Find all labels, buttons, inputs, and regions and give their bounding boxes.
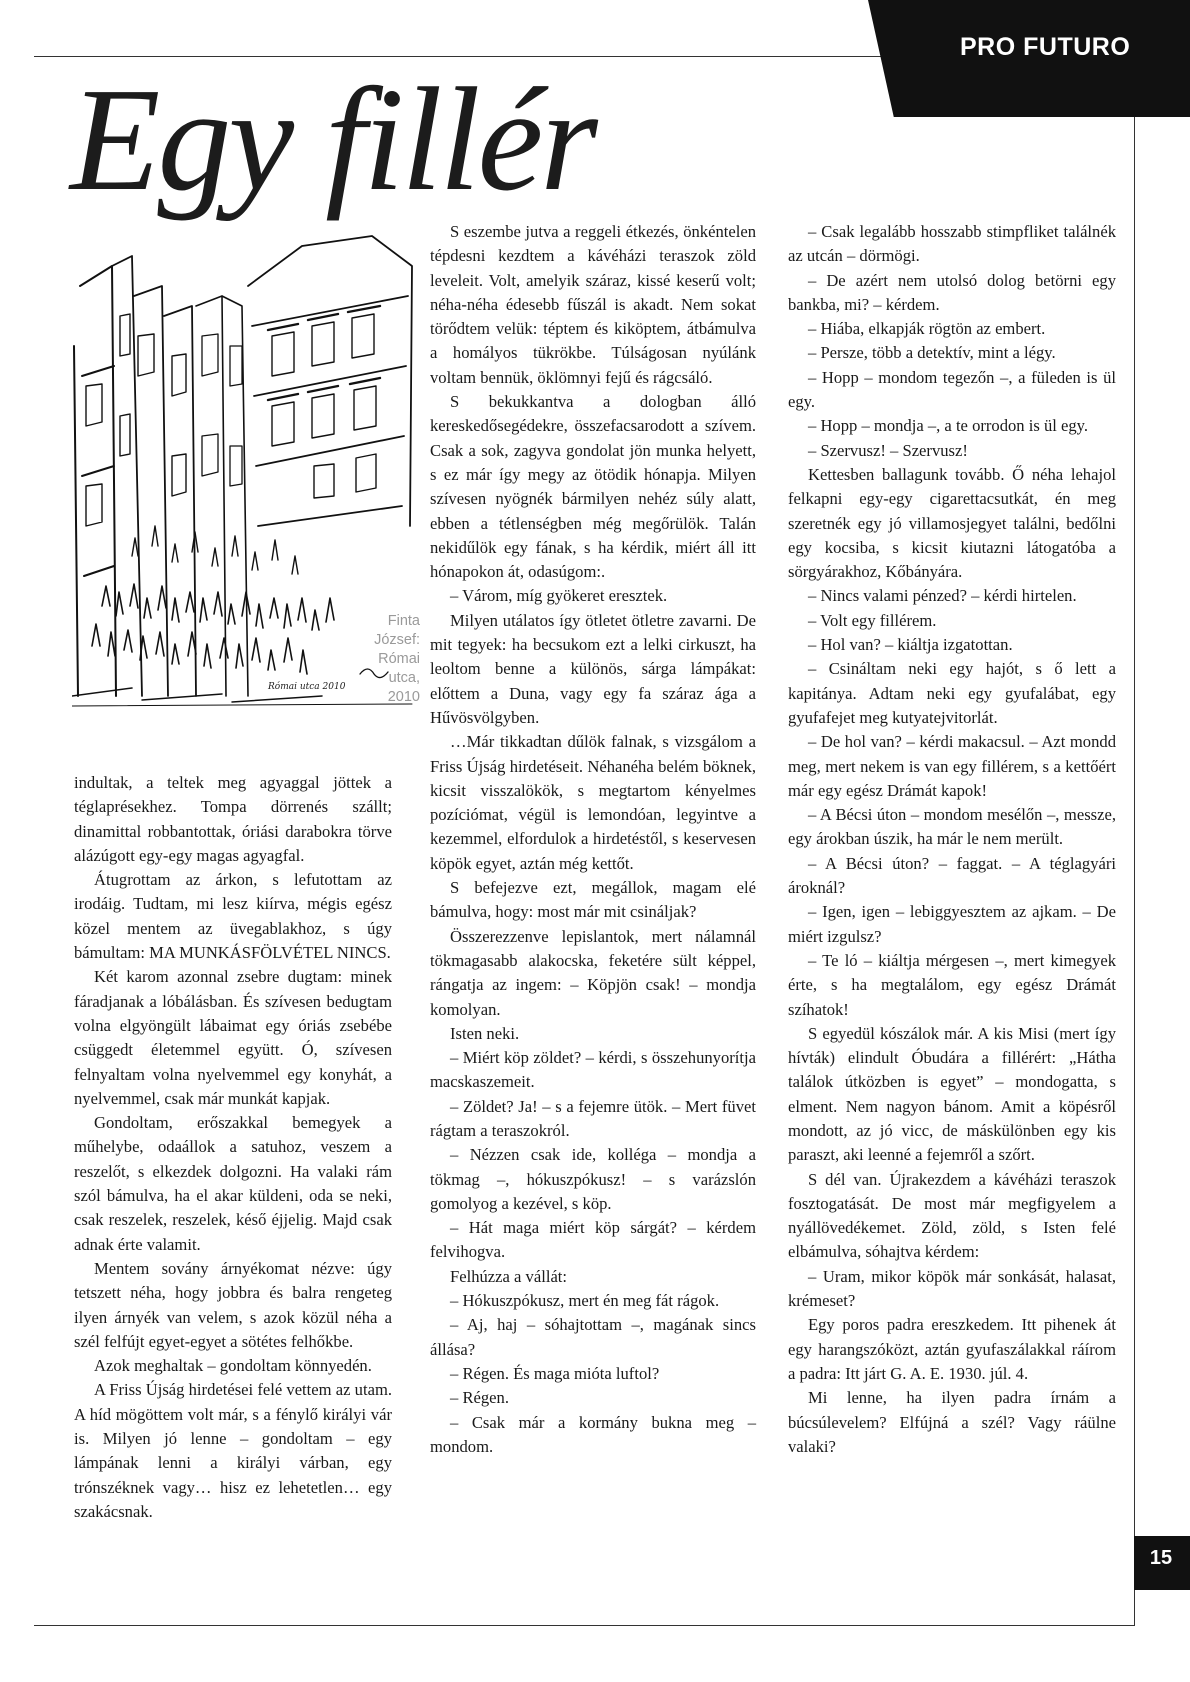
paragraph: – Aj, haj – sóhajtottam –, magának sincs állása? (430, 1315, 756, 1359)
paragraph: S befejezve ezt, megállok, magam elé bámulva, hogy: most már mit csináljak? (430, 878, 756, 922)
paragraph: Kettesben ballagunk tovább. Ő néha lehajol felkapni egy-egy cigarettacsutkát, én meg szeretnék egy jó villamosjegyet találni, bedőlni egy kocsiba, s kicsit kiutazni látogatóba a sörgyárakhoz, Kőbányára. (788, 464, 1116, 582)
paragraph: – Csak legalább hosszabb stimpfliket találnék az utcán – dörmögi. (788, 222, 1116, 266)
article-column-right (788, 220, 1116, 1459)
paragraph: Felhúzza a vállát: (450, 1266, 568, 1286)
paragraph: – Igen, igen – lebiggyesztem az ajkam. – De miért izgulsz? (788, 902, 1116, 946)
right-rule (1134, 56, 1135, 1626)
paragraph: – Hopp – mondja –, a te orrodon is ül egy. (808, 416, 1089, 436)
paragraph: S dél van. Újrakezdem a kávéházi teraszok fosztogatását. De most már megfigyelem a nyállövedékemet. Zöld, zöld, s Isten felé elbámulva, sóhajtva kérdem: (788, 1169, 1116, 1262)
paragraph: – Régen. És maga mióta luftol? (450, 1363, 660, 1383)
paragraph: Isten neki. (450, 1023, 520, 1043)
paragraph: – A Bécsi úton – mondom mesélőn –, messze, egy árokban úszik, ha már le nem merült. (788, 805, 1116, 849)
paragraph: – Szervusz! – Szervusz! (808, 440, 968, 460)
paragraph: A Friss Újság hirdetései felé vettem az utam. A híd mögöttem volt már, s a fénylő királyi vár is. Milyen jó lenne – gondoltam – egy lámpának lenni a királyi várban, egy trónszéknek vagy… hisz ez lehetetlen… egy szakácsnak. (74, 1380, 392, 1521)
article-column-left (74, 771, 392, 1524)
paragraph: Összerezzenve lepislantok, mert nálamnál tökmagasabb alakocska, feketére sült képpel, rángatja az ingem: – Köpjön csak! – mondja komolyan. (430, 926, 756, 1019)
credit-line: József: (374, 632, 420, 648)
paragraph: – Nézzen csak ide, kolléga – mondja a tökmag –, hókuszpókusz! – s varázslón gomolyog a kezével, s köp. (430, 1145, 756, 1213)
paragraph: – Volt egy fillérem. (808, 610, 937, 630)
paragraph: Milyen utálatos így ötletet ötletre zavarni. De mit tegyek: ha becsukom ezt a lelki cirkuszt, ha leoltom benne a különös, sárga lámpákat: előttem a Duna, vagy egy fa száraz ága a Hűvösvölgyben. (430, 610, 756, 727)
paragraph: – Miért köp zöldet? – kérdi, s összehunyorítja macskaszemeit. (430, 1048, 756, 1092)
article-title: Egy fillér (70, 58, 595, 222)
page-number: 15 (1149, 1547, 1173, 1569)
paragraph: – De hol van? – kérdi makacsul. – Azt mondd meg, mert nekem is van egy fillérem, s a kettőért már egy egész Drámát kapok! (788, 732, 1116, 800)
paragraph: – De azért nem utolsó dolog betörni egy bankba, mi? – kérdem. (788, 270, 1116, 314)
illustration-signature: Római utca 2010 (268, 682, 346, 692)
paragraph: – Hát maga miért köp sárgát? – kérdem felvihogva. (430, 1218, 756, 1262)
paragraph: Mentem sovány árnyékomat nézve: úgy tetszett néha, hogy jobbra és balra rengeteg ilyen árnyék van velem, s azok közül néha a szél felfújt egyet-egyet a sötétes felhőkbe. (74, 1258, 392, 1351)
paragraph: – Hókuszpókusz, mert én meg fát rágok. (450, 1291, 720, 1311)
paragraph: – Régen. (450, 1388, 509, 1408)
paragraph: Gondoltam, erőszakkal bemegyek a műhelybe, odaállok a satuhoz, veszem a reszelőt, s elkezdek dolgozni. Ha valaki rám szól bámulva, ha el akar küldeni, oda se neki, csak reszelek, reszelek, késő éjjelig. Majd csak adnak érte valamit. (74, 1113, 392, 1254)
credit-line: 2010 (387, 689, 420, 705)
paragraph: – Csináltam neki egy hajót, s ő lett a kapitánya. Adtam neki egy gyufalábat, egy gyufafejet meg kutyatejvitorlát. (788, 659, 1116, 727)
paragraph: – Te ló – kiáltja mérgesen –, mert kimegyek érte, s ha megtalálom, egy egész Drámát szíhatok! (788, 950, 1116, 1019)
paragraph: indultak, a teltek meg agyaggal jöttek a téglaprésekhez. Tompa dörrenés szállt; dinamittal robbantottak, óriási darabokra törve alázúgott egy-egy magas agyagfal. (74, 773, 392, 865)
paragraph: – Zöldet? Ja! – s a fejemre ütök. – Mert füvet rágtam a teraszokról. (430, 1096, 756, 1140)
credit-line: Finta (387, 613, 420, 629)
paragraph: Átugrottam az árkon, s lefutottam az irodáig. Tudtam, mi lesz kiírva, mégis egész közel mentem az üvegablakhoz, s úgy bámultam: MA MUNKÁSFÖLVÉTEL NINCS. (74, 870, 392, 963)
paragraph: – Hiába, elkapják rögtön az embert. (808, 319, 1046, 339)
section-label: PRO FUTURO (960, 33, 1131, 61)
paragraph: – Hopp – mondom tegezőn –, a füleden is ül egy. (788, 367, 1116, 412)
illustration-credit (360, 612, 420, 707)
paragraph: Egy poros padra ereszkedem. Itt pihenek át egy harangszóközt, aztán gyufaszálakkal ráírom a padra: Itt járt G. A. E. 1930. júl. 4. (788, 1315, 1116, 1383)
paragraph: – Uram, mikor köpök már sonkását, halasat, krémeset? (788, 1266, 1116, 1311)
paragraph: – Hol van? – kiáltja izgatottan. (808, 635, 1013, 655)
article-column-middle (430, 220, 756, 1459)
paragraph: …Már tikkadtan dűlök falnak, s vizsgálom a Friss Újság hirdetéseit. Néhanéha belém böknek, kicsit visszalökök, s megtartom kényelmes pozíciómat, végül is lemondóan, legyintve a kezemmel, elfordulok a hirdetéstől, s keservesen köpök egyet, aztán még kettőt. (430, 732, 756, 873)
paragraph: Két karom azonnal zsebre dugtam: minek fáradjanak a lóbálásban. És szívesen bedugtam volna elgyöngült lábaimat egy óriás zsebébe csüggedt életemmel együtt. Ó, szívesen felnyaltam volna nyelvemmel egy konyhát, a nyelvemmel, csak már munkát kapjak. (74, 967, 392, 1108)
paragraph: Mi lenne, ha ilyen padra írnám a búcsúlevelem? Elfújná a szél? Vagy ráülne valaki? (788, 1388, 1116, 1456)
paragraph: S egyedül kószálok már. A kis Misi (mert így hívták) elindult Óbudára a fillérért: „Hátha találok útközben is egyet” – mondogatta, s elment. Nem nagyon bánom. Amit a köpésről mondott, az jó vicc, de máskülönben egy kis paraszt, aki leenné a fejemről a szőrt. (788, 1023, 1116, 1165)
paragraph: S eszembe jutva a reggeli étkezés, önkéntelen tépdesni kezdtem a kávéházi teraszok zöld leveleit. Volt, amelyik száraz, kissé keserű volt; néha-néha édesebb fűszál is akadt. Nem sokat törődtem velük: téptem és kiköptem, átbámulva a homályos tükrökbe. Túlságosan nyúlánk voltam bennük, öklömnyi fejű és rágcsáló. (430, 222, 756, 387)
paragraph: – Nincs valami pénzed? – kérdi hirtelen. (808, 586, 1077, 606)
credit-line: Római (378, 651, 420, 667)
paragraph: – Persze, több a detektív, mint a légy. (808, 343, 1056, 363)
paragraph: – A Bécsi úton? – faggat. – A téglagyári ároknál? (788, 853, 1116, 898)
credit-line: utca, (388, 670, 420, 686)
paragraph: – Várom, míg gyökeret eresztek. (450, 586, 668, 606)
paragraph: Azok meghaltak – gondoltam könnyedén. (94, 1356, 372, 1376)
paragraph: S bekukkantva a dologban álló kereskedősegédekre, összefacsarodott a szívem. Csak a sok, zagyva gondolat jön munka helyett, s ez már így megy az ötödik hónapja. Milyen szívesen nyögnék bármilyen nehéz súly alatt, ebben a tétlenségben még megőrülök. Talán nekidűlök egy fának, s ha kérdik, miért áll itt hónapokon át, odasúgom:. (430, 392, 756, 582)
bottom-rule (34, 1625, 1135, 1626)
paragraph: – Csak már a kormány bukna meg – mondom. (430, 1412, 756, 1456)
